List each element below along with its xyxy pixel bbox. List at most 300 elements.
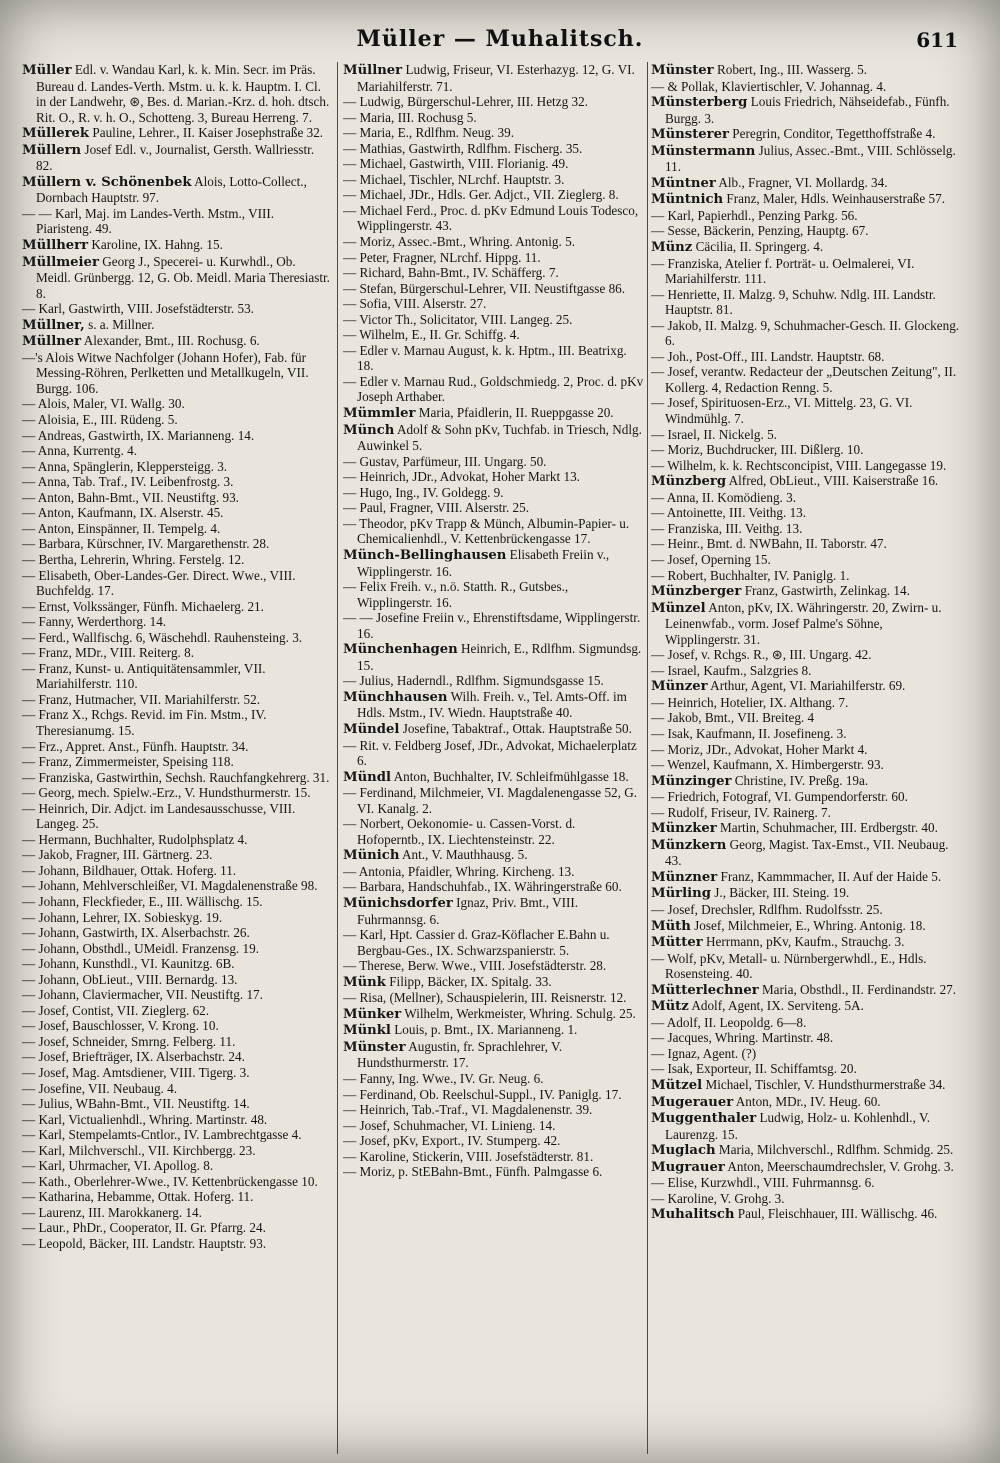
entry-surname: Münzner [651,869,718,885]
entry-text: Georg J., Specerei- u. Kurwhdl., Ob. Meidl. Grünbergg. 12, G. Ob. Meidl. Maria Theresiastr. 8. [36,253,330,301]
entry-text: Franz, Gastwirth, Zelinkag. 14. [741,583,910,599]
entry-text: — Anna, Spänglerin, Kleppersteigg. 3. [22,458,228,474]
directory-entry [22,1205,332,1221]
entry-text: Augustin, fr. Sprachlehrer, V. Hundsthurmerstr. 17. [357,1038,563,1071]
entry-text: — Rit. v. Feldberg Josef, JDr., Advokat, Michaelerplatz 6. [343,737,637,769]
entry-text: — Isak, Kaufmann, II. Josefineng. 3. [651,725,847,741]
entry-text: — Wilhelm, E., II. Gr. Schiffg. 4. [343,327,520,343]
directory-entry [343,172,645,188]
directory-entry [343,847,645,864]
entry-text: — Josef, Operning 15. [651,551,771,567]
entry-text: — Josef, Briefträger, IX. Alserbachstr. 24. [22,1049,245,1065]
directory-entry [343,141,645,157]
directory-entry [22,174,332,206]
entry-surname: Münch-Bellinghausen [343,547,507,563]
entry-text: — Isak, Exporteur, II. Schiffamtsg. 20. [651,1061,857,1077]
entry-surname: Mütterlechner [651,982,759,998]
directory-entry [22,1034,332,1050]
directory-entry [651,1094,961,1111]
entry-text: Adolf, Agent, IX. Serviteng. 5A. [688,998,864,1014]
directory-entry [343,579,645,610]
entry-text: Alois, Lotto-Collect., Dornbach Hauptstr. 97. [36,173,307,206]
directory-entry [651,318,961,349]
directory-entry [343,958,645,974]
directory-entry [22,474,332,490]
directory-entry [22,1189,332,1205]
entry-text: — Therese, Berw. Wwe., VIII. Josefstädterstr. 28. [343,958,607,974]
entry-text: — Josef, Schneider, Smrng. Felberg. 11. [22,1033,236,1049]
directory-entry [22,505,332,521]
directory-entry [343,312,645,328]
entry-surname: Münzberg [651,474,727,490]
entry-surname: Mugrauer [651,1159,725,1175]
directory-entry [22,568,332,599]
directory-entry [343,864,645,880]
directory-entry [651,1030,961,1046]
directory-entry [22,739,332,755]
entry-text: Alfred, ObLieut., VIII. Kaiserstraße 16. [726,473,939,489]
entry-text: — Leopold, Bäcker, III. Landstr. Hauptstr. 93. [22,1236,267,1252]
directory-entry [22,801,332,832]
directory-entry [343,990,645,1006]
entry-text: — Ferdinand, Milchmeier, VI. Magdalenengasse 52, G. VI. Kanalg. 2. [343,785,638,816]
entry-text: — Wolf, pKv, Metall- u. Nürnbergerwhdl., E., Hdls. Rosensteing. 40. [651,950,927,982]
entry-surname: Münster [343,1039,406,1055]
entry-text: — Josef, Contist, VII. Zieglerg. 62. [22,1002,210,1018]
entry-surname: Münchenhagen [343,642,458,658]
entry-text: — Georg, mech. Spielw.-Erz., V. Hundsthurmerstr. 15. [22,785,311,801]
directory-entry [22,630,332,646]
entry-surname: Münzinger [651,773,732,789]
directory-entry [651,62,961,79]
entry-text: — & Pollak, Klaviertischler, V. Johannag. 4. [651,78,887,94]
entry-text: — Fanny, Werderthorg. 14. [22,614,167,630]
entry-text: — Moriz, p. StEBahn-Bmt., Fünfh. Palmgasse 6. [343,1164,603,1180]
entry-text: — Adolf, II. Leopoldg. 6—8. [651,1014,807,1030]
entry-surname: Münzel [651,600,706,616]
entry-text: Paul, Fleischhauer, III. Wällischg. 46. [734,1206,938,1222]
entry-text: Anton, MDr., IV. Heug. 60. [733,1093,881,1109]
entry-text: Martin, Schuhmacher, III. Erdbergstr. 40. [716,820,938,836]
entry-surname: Müth [651,918,691,934]
entry-text: Ludwig, Holz- u. Kohlenhdl., V. Laurenzg. 15. [665,1110,931,1142]
directory-entry [651,726,961,742]
entry-text: — Laurenz, III. Marokkanerg. 14. [22,1204,202,1220]
directory-entry [651,998,961,1015]
entry-text: Christine, IV. Preßg. 19a. [731,772,869,788]
entry-text: — Theodor, pKv Trapp & Münch, Albumin-Papier- u. Chemicalienhdl., V. Kettenbrückengasse 17. [343,515,630,547]
entry-text: — Ferdinand, Ob. Reelschul-Suppl., IV. Paniglg. 17. [343,1086,622,1102]
entry-text: Edl. v. Wandau Karl, k. k. Min. Secr. im Präs. Bureau d. Landes-Verth. Mstm. u. k. k. Hauptm. I. Cl. in der Landwehr, ⊛, Bes. d. Marian.-Krz. d. hoh. dtsch. Rit. O., R. v. h. O., Schotteng. 3, Bureau Herreng. 7. [36,62,330,125]
entry-text: Michael, Tischler, V. Hundsthurmerstraße 34. [702,1077,946,1092]
entry-surname: Müllner [22,334,82,350]
directory-entry [343,234,645,250]
entry-text: — Rudolf, Friseur, IV. Rainerg. 7. [651,804,831,820]
entry-text: Elisabeth Freiin v., Wipplingerstr. 16. [357,546,610,579]
directory-entry [343,785,645,816]
directory-entry [651,1206,961,1223]
entry-text: Maria, Pfaidlerin, II. Rueppgasse 20. [415,405,614,421]
directory-entry [22,1081,332,1097]
directory-entry [651,1077,961,1094]
entry-text: — Barbara, Kürschner, IV. Margarethenstr. 28. [22,536,270,552]
entry-text: — Josef, verantw. Redacteur der „Deutschen Zeitung", II. Kollerg. 4, Redaction Renng. 5. [651,364,957,395]
entry-text: Wilh. Freih. v., Tel. Amts-Off. im Hdls. Mstm., IV. Wiedn. Hauptstraße 40. [357,688,627,721]
entry-surname: Münker [343,1006,402,1022]
entry-text: — Ludwig, Bürgerschul-Lehrer, III. Hetzg 32. [343,94,588,110]
directory-entry [651,79,961,95]
entry-text: — Michael, Tischler, NLrchf. Hauptstr. 3. [343,171,565,187]
entry-text: Robert, Ing., III. Wasserg. 5. [713,62,868,77]
directory-entry [343,1149,645,1165]
directory-entry [651,490,961,506]
directory-entry [651,1110,961,1142]
directory-entry [651,427,961,443]
directory-entry [651,505,961,521]
directory-entry [343,673,645,689]
directory-entry [343,281,645,297]
directory-entry [22,1049,332,1065]
directory-entry [343,1164,645,1180]
directory-entry [343,405,645,422]
entry-text: — Wenzel, Kaufmann, X. Himbergerstr. 93. [651,757,884,773]
directory-entry [343,94,645,110]
directory-entry [651,1191,961,1207]
directory-entry [651,126,961,143]
entry-surname: Müller [22,63,72,78]
column-divider [647,62,648,1454]
entry-text: — Josef, Spirituosen-Erz., VI. Mittelg. 23, G. VI. Windmühlg. 7. [651,395,913,427]
directory-entry [651,982,961,999]
directory-entry [651,349,961,365]
entry-text: — Norbert, Oekonomie- u. Cassen-Vorst. d. Hofoperntb., IX. Liechtensteinstr. 22. [343,816,576,847]
entry-surname: Mützel [651,1078,703,1093]
directory-entry [343,516,645,547]
entry-text: Josefine, Tabaktraf., Ottak. Hauptstraße 50. [399,720,632,736]
directory-entry [651,885,961,902]
entry-surname: Münstermann [651,143,756,159]
entry-surname: Mümmler [343,406,416,422]
directory-entry [343,1022,645,1039]
directory-entry [22,770,332,786]
directory-entry [651,223,961,239]
entry-surname: Muglach [651,1143,716,1159]
entry-text: — Josef, Drechsler, Rdlfhm. Rudolfsstr. 25. [651,901,883,917]
directory-entry [343,641,645,673]
entry-text: — Heinrich, JDr., Advokat, Hoher Markt 13. [343,469,580,485]
entry-text: — Moriz, Buchdrucker, III. Dißlerg. 10. [651,442,864,458]
entry-text: — Jakob, Fragner, III. Gärtnerg. 23. [22,847,213,863]
entry-text: Anton, pKv, IX. Währingerstr. 20, Zwirn- u. Leinenwfab., vorm. Josef Palme's Söhne, Wipplingerstr. 31. [665,599,942,647]
directory-entry [651,1142,961,1159]
directory-entry [343,1102,645,1118]
directory-entry [22,863,332,879]
directory-entry [343,296,645,312]
entry-text: — Ignaz, Agent. (?) [651,1045,757,1061]
directory-entry [343,250,645,266]
entry-surname: Münich [343,848,400,864]
directory-entry [343,265,645,281]
entry-surname: Müllner, [22,317,85,333]
directory-entry [343,374,645,405]
entry-text: — Karl, Hpt. Cassier d. Graz-Köflacher E.Bahn u. Bergbau-Ges., IX. Schwarzspanierstr. 5. [343,927,610,958]
entry-text: — Antonia, Pfaidler, Whring. Kircheng. 13. [343,863,575,879]
directory-entry [651,1046,961,1062]
entry-text: — Anton, Kaufmann, IX. Alserstr. 45. [22,505,224,521]
entry-text: — Karl, Gastwirth, VIII. Josefstädterstr. 53. [22,301,254,317]
entry-text: — Johann, Claviermacher, VII. Neustiftg. 17. [22,987,263,1003]
directory-entry [651,789,961,805]
page-header [0,26,1000,56]
entry-text: — Richard, Bahn-Bmt., IV. Schäfferg. 7. [343,265,559,281]
entry-text: — Sofia, VIII. Alserstr. 27. [343,296,487,312]
directory-entry [651,1061,961,1077]
directory-entry [22,333,332,350]
entry-surname: Müllern v. Schönenbek [22,174,192,190]
directory-entry [22,301,332,317]
entry-text: Maria, Obsthdl., II. Ferdinandstr. 27. [758,981,957,997]
directory-entry [343,738,645,769]
entry-text: — Josef, Bauschlosser, V. Krong. 10. [22,1018,219,1034]
entry-surname: Münzkern [651,837,727,853]
page-number: 611 [916,28,958,52]
directory-entry [22,692,332,708]
entry-text: — Katharina, Hebamme, Ottak. Hoferg. 11. [22,1189,254,1205]
entry-text: — Karl, Milchverschl., VII. Kirchbergg. 23. [22,1142,256,1158]
entry-text: — Felix Freih. v., n.ö. Statth. R., Gutsbes., Wipplingerstr. 16. [343,579,569,610]
entry-text: — Michael, Gastwirth, VIII. Florianig. 49. [343,156,569,172]
entry-text: — Gustav, Parfümeur, III. Ungarg. 50. [343,453,547,469]
directory-entry [22,661,332,692]
directory-entry [343,1133,645,1149]
directory-entry [651,918,961,935]
directory-entry [651,1175,961,1191]
entry-surname: Mündl [343,769,392,785]
directory-entry [343,500,645,516]
entry-text: — Heinrich, Hotelier, IX. Althang. 7. [651,694,849,710]
directory-entry [651,663,961,679]
entry-surname: Mütter [651,935,703,951]
directory-entry [651,552,961,568]
entry-text: — Joh., Post-Off., III. Landstr. Hauptstr. 68. [651,348,885,364]
directory-entry [651,951,961,982]
entry-text: — Barbara, Handschuhfab., IX. Währingerstraße 60. [343,879,622,895]
directory-entry [22,847,332,863]
directory-entry [343,895,645,927]
entry-text: — Josef, Mag. Amtsdiener, VIII. Tigerg. 3. [22,1065,250,1080]
directory-entry [651,94,961,126]
entry-surname: Münster [651,63,714,78]
entry-text: — Johann, Fleckfieder, E., III. Wällischg. 15. [22,893,263,909]
directory-entry [651,820,961,837]
entry-text: Peregrin, Conditor, Tegetthoffstraße 4. [728,126,936,142]
entry-text: — Laur., PhDr., Cooperator, II. Gr. Pfarrg. 24. [22,1220,266,1236]
directory-entry [22,490,332,506]
entry-text: — Karl, Uhrmacher, VI. Apollog. 8. [22,1158,214,1174]
entry-text: — Aloisia, E., III. Rüdeng. 5. [22,412,178,428]
entry-text: — Wilhelm, k. k. Rechtsconcipist, VIII. Langegasse 19. [651,457,947,473]
directory-entry [22,645,332,661]
directory-entry [22,1174,332,1190]
entry-surname: Münchhausen [343,689,448,705]
directory-entry [22,459,332,475]
entry-text: — Franziska, Atelier f. Porträt- u. Oelmalerei, VI. Mariahilferstr. 111. [651,255,915,287]
entry-surname: Münichsdorfer [343,895,453,911]
entry-text: — Victor Th., Solicitator, VIII. Langeg. 25. [343,311,573,327]
entry-text: — Antoinette, III. Veithg. 13. [651,505,807,521]
entry-text: — Paul, Fragner, VIII. Alserstr. 25. [343,500,530,516]
directory-entry [22,521,332,537]
directory-entry [22,925,332,941]
directory-entry [22,317,332,334]
directory-entry [651,757,961,773]
entry-text: Herrmann, pKv, Kaufm., Strauchg. 3. [702,934,905,950]
entry-text: Heinrich, E., Rdlfhm. Sigmundsg. 15. [357,641,642,673]
directory-entry [22,894,332,910]
entry-text: —'s Alois Witwe Nachfolger (Johann Hofer), Fab. für Messing-Röhren, Perlketten und Metallkugeln, VII. Burgg. 106. [22,349,309,396]
entry-text: Louis, p. Bmt., IX. Marianneng. 1. [390,1022,578,1038]
directory-entry [22,972,332,988]
directory-entry [343,927,645,958]
directory-entry [22,1112,332,1128]
entry-text: — Josef, pKv, Export., IV. Stumperg. 42. [343,1133,561,1149]
directory-entry [22,941,332,957]
entry-text: Alexander, Bmt., III. Rochusg. 6. [81,333,260,349]
directory-entry [651,208,961,224]
directory-entry [343,769,645,786]
entry-text: — Elise, Kurzwhdl., VIII. Fuhrmannsg. 6. [651,1175,875,1191]
entry-text: — Michael, JDr., Hdls. Ger. Adjct., VII. Zieglerg. 8. [343,187,619,203]
entry-text: Karoline, IX. Hahng. 15. [88,237,223,253]
directory-entry [343,469,645,485]
directory-entry [651,256,961,287]
directory-entry [651,869,961,886]
entry-surname: Münzberger [651,584,742,600]
directory-entry [22,599,332,615]
directory-entry [343,1071,645,1087]
entry-text: Julius, Assec.-Bmt., VIII. Schlösselg. 11. [665,142,956,175]
directory-entry [22,956,332,972]
entry-text: Ludwig, Friseur, VI. Esterhazyg. 12, G. VI. Mariahilferstr. 71. [357,62,635,94]
column-divider [337,62,338,1454]
entry-text: — Franz, MDr., VIII. Reiterg. 8. [22,645,195,661]
entry-text: — Josef, Schuhmacher, VI. Linieng. 14. [343,1117,556,1133]
directory-entry [22,62,332,125]
entry-text: Franz, Kammmacher, II. Auf der Haide 5. [717,868,942,884]
entry-surname: Müllmeier [22,254,99,270]
directory-entry [651,902,961,918]
entry-text: — Bertha, Lehrerin, Whring. Ferstelg. 12. [22,551,245,567]
directory-entry [651,678,961,695]
entry-text: — Fanny, Ing. Wwe., IV. Gr. Neug. 6. [343,1071,544,1086]
entry-text: — Hugo, Ing., IV. Goldegg. 9. [343,484,504,500]
directory-entry [343,62,645,94]
directory-entry [343,454,645,470]
entry-text: — Karl, Stempelamts-Cntlor., IV. Lambrechtgasse 4. [22,1127,302,1143]
entry-text: — Elisabeth, Ober-Landes-Ger. Direct. Wwe., VIII. Buchfeldg. 17. [22,567,296,599]
entry-text: — Jakob, II. Malzg. 9, Schuhmacher-Gesch. II. Glockeng. 6. [651,317,960,349]
entry-surname: Mürling [651,886,711,902]
entry-text: — Johann, Gastwirth, IX. Alserbachstr. 26. [22,925,250,941]
directory-entry [651,710,961,726]
directory-entry [343,721,645,738]
entry-text: — Moriz, Assec.-Bmt., Whring. Antonig. 5. [343,234,575,250]
column-2 [343,62,645,1454]
directory-entry [343,125,645,141]
entry-text: Anton, Buchhalter, IV. Schleifmühlgasse 18. [391,768,629,784]
directory-entry [651,773,961,790]
entry-surname: Münk [343,974,386,990]
entry-surname: Mündel [343,721,400,737]
directory-entry [343,1087,645,1103]
entry-surname: Muhalitsch [651,1207,735,1223]
directory-entry [22,878,332,894]
directory-entry [651,287,961,318]
directory-entry [22,237,332,254]
entry-text: — Peter, Fragner, NLrchf. Hippg. 11. [343,249,541,265]
entry-text: Ignaz, Priv. Bmt., VIII. Fuhrmannsg. 6. [357,894,579,927]
entry-surname: Mugerauer [651,1094,734,1110]
directory-entry [22,350,332,397]
directory-entry [22,125,332,142]
directory-entry [343,610,645,641]
entry-text: — Ferd., Wallfischg. 6, Wäschehdl. Rauhensteing. 3. [22,629,303,645]
directory-entry [343,327,645,343]
entry-text: — Heinrich, Dir. Adjct. im Landesausschusse, VIII. Langeg. 25. [22,800,296,832]
directory-entry [651,395,961,426]
directory-entry [651,191,961,208]
directory-entry [651,742,961,758]
entry-text: — Franz X., Rchgs. Revid. im Fin. Mstm., IV. Theresianumg. 15. [22,707,267,738]
entry-surname: Muggenthaler [651,1111,757,1127]
directory-entry [22,614,332,630]
entry-text: s. a. Millner. [84,316,155,332]
directory-entry [22,754,332,770]
directory-entry [651,837,961,869]
entry-text: Louis Friedrich, Nähseidefab., Fünfh. Burgg. 3. [665,94,950,126]
entry-text: — Franz, Kunst- u. Antiquitätensammler, VII. Mariahilferstr. 110. [22,660,266,692]
directory-entry [343,187,645,203]
entry-text: — — Karl, Maj. im Landes-Verth. Mstm., VIII. Piaristeng. 49. [22,205,275,237]
entry-text: — Anton, Bahn-Bmt., VII. Neustiftg. 93. [22,489,239,505]
directory-entry [343,343,645,374]
entry-surname: Mütz [651,999,689,1015]
directory-entry [22,910,332,926]
directory-entry [651,442,961,458]
directory-entry [651,583,961,600]
directory-entry [651,934,961,951]
entry-text: — Henriette, II. Malzg. 9, Schuhw. Ndlg. III. Landstr. Hauptstr. 81. [651,286,936,318]
directory-entry [651,695,961,711]
directory-entry [651,364,961,395]
directory-entry [343,816,645,847]
directory-entry [22,443,332,459]
entry-text: — Maria, III. Rochusg 5. [343,109,477,125]
entry-text: — Frz., Appret. Anst., Fünfh. Hauptstr. 34. [22,738,249,754]
directory-entry [651,458,961,474]
directory-entry [651,1015,961,1031]
directory-entry [343,547,645,579]
directory-entry [22,707,332,738]
directory-entry [22,1127,332,1143]
entry-text: — Johann, ObLieut., VIII. Bernardg. 13. [22,971,238,987]
entry-text: — Karl, Victualienhdl., Whring. Martinstr. 48. [22,1111,268,1127]
entry-text: — Johann, Obsthdl., UMeidl. Franzensg. 19. [22,940,259,956]
entry-surname: Münzer [651,679,708,695]
entry-surname: Münzker [651,821,717,837]
entry-surname: Müntnich [651,192,724,208]
directory-entry [651,143,961,175]
